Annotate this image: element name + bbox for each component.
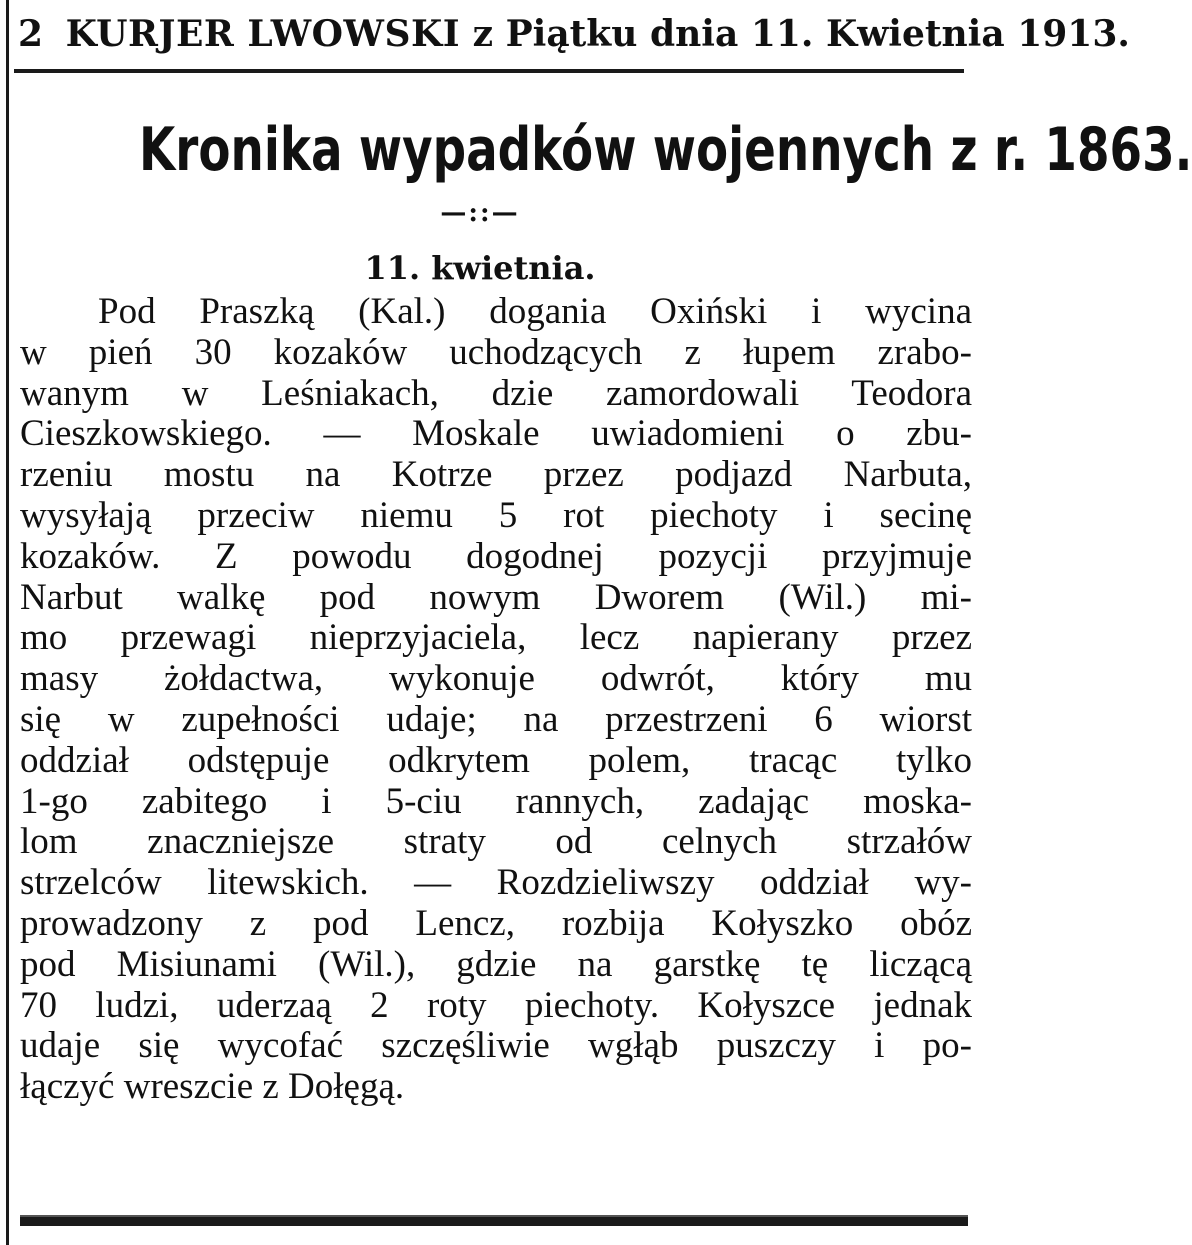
- page-number: 2: [18, 13, 44, 55]
- article-line: się w zupełności udaje; na przestrzeni 6 wiorst: [20, 698, 972, 740]
- article-line: Narbut walkę pod nowym Dworem (Wil.) mi-: [20, 576, 972, 618]
- article-line: mo przewagi nieprzyjaciela, lecz napierany przez: [20, 617, 972, 659]
- masthead-rule: [14, 69, 964, 73]
- article-line: wanym w Leśniakach, dzie zamordowali Teodora: [20, 372, 972, 414]
- article-line: oddział odstępuje odkrytem polem, tracąc tylko: [20, 739, 972, 781]
- left-column-rule: [6, 0, 9, 1245]
- article-line: prowadzony z pod Lencz, rozbija Kołyszko obóz: [20, 902, 972, 944]
- article-line: Pod Praszką (Kal.) dogania Oxiński i wycina: [98, 291, 972, 332]
- article-line: pod Misiunami (Wil.), gdzie na garstkę tę liczącą: [20, 943, 972, 985]
- issue-date: z Piątku dnia 11. Kwietnia 1913.: [472, 13, 1130, 55]
- article-headline: Kronika wypadków wojennych z r. 1863.: [139, 115, 1192, 185]
- article-line: strzelców litewskich. — Rozdzieliwszy oddział wy-: [20, 862, 972, 904]
- ornament-divider: —::—: [440, 198, 520, 228]
- article-line: wysyłają przeciw niemu 5 rot piechoty i secinę: [20, 494, 972, 536]
- masthead: [18, 8, 1130, 60]
- article-line: w pień 30 kozaków uchodzących z łupem zrabo-: [20, 331, 972, 373]
- article-subheading: 11. kwietnia.: [364, 249, 596, 287]
- article-line: Cieszkowskiego. — Moskale uwiadomieni o zbu-: [20, 413, 972, 455]
- article-line: lom znaczniejsze straty od celnych strzałów: [20, 821, 972, 863]
- article-line: udaje się wycofać szczęśliwie wgłąb puszczy i po-: [20, 1025, 972, 1067]
- article-line: 1-go zabitego i 5-ciu rannych, zadając moska-: [20, 780, 972, 822]
- article-line: masy żołdactwa, wykonuje odwrót, który mu: [20, 658, 972, 700]
- article-line: kozaków. Z powodu dogodnej pozycji przyjmuje: [20, 535, 972, 577]
- article-body: [20, 292, 972, 1108]
- article-line: łączyć wreszcie z Dołęgą.: [20, 1066, 405, 1108]
- article-end-rule: [20, 1215, 968, 1226]
- article-line: rzeniu mostu na Kotrze przez podjazd Narbuta,: [20, 454, 972, 496]
- newspaper-name: KURJER LWOWSKI: [65, 13, 461, 55]
- article-line: 70 ludzi, uderzaą 2 roty piechoty. Kołyszce jednak: [20, 984, 972, 1026]
